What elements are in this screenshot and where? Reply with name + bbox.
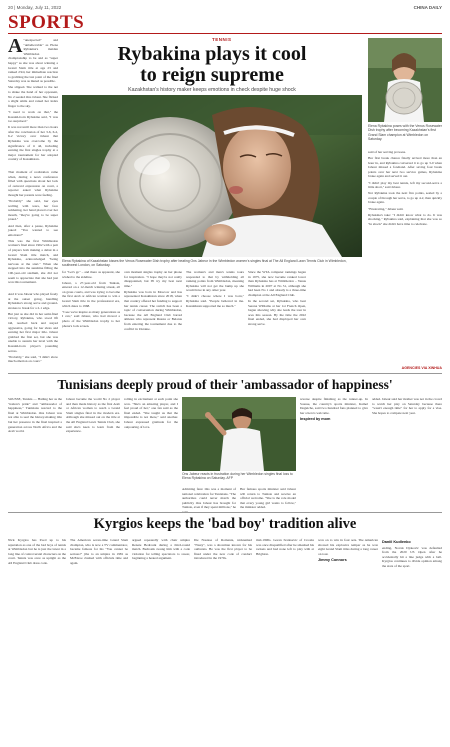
story3-subhead-2: Daniil Kudlenko: [382, 540, 411, 544]
story1-paragraph: Rybakina was born in Moscow and has represented Kazakhstan since 2018, when that country offered her funding to support her tennis career. The switch has been a topic of conversation during Wimbledon, because the All England Club barred athletes who represent Russia or Belarus from entering the tournament due to the conflict in Ukraine.: [124, 289, 182, 331]
story1-paragraph: The women's and men's tennis tours responded to that by withholding all ranking points from Wimbledon, meaning Rybakina will not get the bump up she would have in any other year.: [186, 270, 244, 293]
story3-column-7: [382, 538, 442, 738]
side-trophy-photo: [368, 38, 442, 122]
story3-column-3: argued repeatedly with chair umpire Renate Bedrosik during a third-round match. Bedrosik swung him with a code violation for telling spectators to swear, beginning a heated argument.: [132, 538, 190, 561]
drop-cap: A: [8, 35, 23, 57]
divider-2: [8, 512, 442, 513]
side-photo-caption: Elena Rybakina poses with the Venus Rosewater Dish trophy after becoming Kazakhstan's first Grand Slam champion at Wimbledon on Saturday.: [368, 124, 442, 142]
story2-column-2: Jabeur became the world No 2 player and then made history as the first Arab or African woman to reach a Grand Slam singles final in the modern era. Although she missed out on the title at the All England Lawn Tennis Club, she said she's keen to learn from the experience.: [66, 397, 120, 434]
story2-column-3: rolling in excitement at each point she won. "She's an amazing player, and I feel proud of her," one fan said as the final ended. "She taught us that the impossible is not there," said another. Jabeur expressed gratitude for the outpouring of love.: [124, 397, 178, 429]
story2-column-5: Her famous sports minister said Jabeur will return to Tunisia and receive an official welcome. "She is the role model that every young girl wants to follow," the minister added.: [240, 487, 296, 510]
story1-paragraph: "Frustrating," Jabeur said.: [368, 206, 404, 211]
main-photo: [62, 95, 362, 257]
story1-paragraph: It was not until more than two hours after the conclusion of her 3-6, 6-2, 6-2 victory over Jabeur that Rybakina was overcome by the significance of it all, including earning the first singles trophy at a major tournament for her adopted country of Kazakhstan.: [8, 125, 58, 162]
story1-column-2: [8, 170, 58, 290]
story1-paragraph: Her first break chance finally arrived more than an hour in, and Rybakina converted it to go up 3-0 when Jabeur missed a forehand. After saving four break points over her next two service games, Rybakina broke again and served it out.: [368, 156, 442, 179]
story1-paragraph: And it was Jabeur who played freely at the outset going, handling Rybakina's strong serve and ground-strokes to break for a 2-1 edge.: [8, 292, 58, 310]
story1-paragraph: Rybakina's take: "I didn't know what to do. It was shocking," Rybakina said, explaining that she was so "in shock" she didn't have time to celebrate.: [368, 212, 442, 226]
story1-byline: AGENCIES VIA XINHUA: [401, 366, 442, 370]
story1-column-7: [248, 270, 306, 370]
story2-paragraph: reverse despite finishing as the runner-up. In Sousse, the country's sports minister, Kamel Deguiche, said two hundred fans planned to give her a hero's welcome.: [300, 397, 368, 415]
story1-column-1: [8, 35, 58, 166]
story2-column-6: [300, 397, 368, 509]
story1-paragraph: Jabeur, a 27-year-old from Tunisia, entered on a 12-match winning streak, all on grass courts, and was trying to become the first Arab or African woman to win a Grand Slam title in the professional era, which dates to 1968.: [62, 280, 120, 308]
story3-paragraph: ending, Novak Djokovic was defaulted from the 2020 US Open after he accidentally hit a line judge with a ball. Kyrgios continues to divide opinion among the stars of the sport.: [382, 545, 442, 568]
story2-subhead: Inspired by mom: [300, 417, 331, 422]
story2-photo: [182, 397, 296, 471]
jabeur-photo: [182, 397, 296, 471]
story3-headline: Kyrgios keeps the 'bad boy' tradition alive: [93, 516, 357, 532]
story1-paragraph: And then, after a pause, Rybakina joked: "You wanted to see emotions?": [8, 223, 58, 237]
story1-paragraph: Since the WTA computer rankings began in 1975, she now became ranked lower than Rybakina has at Wimbledon – Venus Williams in 2007 at No 31, although she had been No 1 and already is a three-time champion at the All England Club.: [248, 270, 306, 297]
page-number-date: 20 | Monday, July 11, 2022: [8, 5, 62, 10]
story2-photo-caption: Ons Jabeur reacts in frustration during her Wimbledon singles final loss to Elena Rybakina on Saturday. AFP: [182, 472, 293, 481]
story1-paragraph: That moment of realization came when, during a news conference filled with questions about her lack of outward expression on court, a reporter asked what Rybakina thought her parents were feeling.: [8, 170, 58, 197]
story1-column-5: [124, 270, 182, 370]
story1-kicker: TENNIS: [212, 37, 232, 42]
story1-paragraph: "I need to work on that," the Kazakh-born Rybakina said, "I was too surprised.": [8, 109, 58, 124]
story1-paragraph: "I see we're inspire as many generations as I can," said Jabeur, who had moved a photo of the Wimbledon trophy to her phone's lock screen.: [62, 309, 121, 328]
story1-paragraph: "I didn't play my best tennis, left my second-serve a little short," said Jabeur.: [368, 180, 442, 190]
story3-column-1: Nick Kyrgios has lived up to his reputation as one of the bad boys of tennis at Wimbledon but he is just the latest in a long line of controversial characters on the court. Tennis was once as uptight as the All England Club dress code.: [8, 538, 66, 565]
story2-column-1: SOUSSE, Tunisia — Hailing her as the "nation's pride" and "ambassador of happiness," Tunisians reacted to the final at Wimbledon. Ons Jabeur was not able to seal the history-making title but her presence in the final inspired a generation across North Africa and the Arab world.: [8, 397, 62, 434]
story1-paragraph: said of her serving prowess.: [368, 150, 406, 154]
story2-column-4: Admiring fans: this was a moment of national celebration for Tunisians. "The authorities could never match the publicity Ons Jabeur has brought for Tunisia, even if they spent millions," he: [182, 487, 236, 510]
story1-paragraph: "Probably" she said, her eyes welling with tears, her face reddening, her hand placed over her mouth, "they're going to be super proud.": [8, 199, 58, 222]
story1-column-3: [8, 292, 58, 370]
story1-headline-line1: Rybakina plays it cool: [117, 43, 307, 65]
section-title: SPORTS: [8, 12, 85, 33]
story3-column-2: The American seven-time Grand Slam champion, who is now a TV commentator, became famous for his "You cannot be serious!" jibe to an umpire in 1981 as McEnroe clashed with officials time and again.: [70, 538, 128, 565]
story1-headline-line2: to reign supreme: [140, 64, 284, 86]
main-photo-caption: Elena Rybakina of Kazakhstan kisses the Venus Rosewater Dish trophy after beating Ons Jabeur in the Wimbledon women's singles final at The All England Lawn Tennis Club in Wimbledon, southwest London, on Saturday.: [62, 259, 347, 268]
story1-paragraph: "unexpected" and "unbelievable" as Elena Rybakina's maiden Wimbledon championship to be and as "super happy" as she was about winning a Grand Slam title at age 23 and ranked 23rd, her immediate reaction to grabbing the last point of the final Saturday was as muted as possible.: [8, 38, 58, 84]
story3-paragraph: mid-1990s. Goran Ivanisevic of Croatia was once disqualified after he smashed his rackets and had none left to play with at Brighton.: [256, 538, 314, 556]
story2-column-7: added. Jabeur said her mother was not in the crowd to watch her play on Saturday because there "wasn't enough time" for her to apply for a visa. She hopes to compete next year.: [372, 397, 442, 415]
story1-deck: Kazakhstan's history maker keeps emotions in check despite huge shock: [128, 87, 296, 93]
story1-paragraph: She slipped. She walked to the net to shake the hand of her opponent, No 2 seeded Ons Jabeur. She flicked a slight smile and raised her index finger to the sky.: [8, 85, 58, 108]
story3-column-6: [318, 538, 378, 738]
story1-paragraph: Not Rybakina took the next five points, sealed by a couple of through her serve, to go up 4-2, then quickly broke again.: [368, 191, 443, 205]
story3-column-5: [256, 538, 314, 738]
story1-column-4: [62, 270, 120, 370]
paper-name: CHINA DAILY: [413, 5, 442, 10]
story1-paragraph: "I didn't choose where I was born," Rybakina said. "People believed in me. Kazakhstan supported me so much.": [186, 294, 244, 308]
side-photo: [368, 38, 442, 122]
story2-headline: Tunisians deeply proud of their 'ambassador of happiness': [57, 377, 393, 392]
rybakina-trophy-photo: [62, 95, 362, 257]
story1-paragraph: own moment singles trophy on her phone for inspiration. "I hope they're not really disappointed, but I'll try my best next time.": [124, 270, 182, 288]
story1-paragraph: In the second set, Rybakina, who beat Serena Williams at her 1st French Open, began showing why she leads the tour in aces this season. By the time the 2022 final ended, she had displayed her own strong serve.: [248, 299, 306, 327]
story3-column-4: Ilie Nastase of Romania, nicknamed "Nasty", was a showman known for his outbursts. He was the first player to be fined under the new code of conduct introduced in the 1970s.: [194, 538, 252, 561]
story1-paragraph: for "Let's go" – and there as apparent, she wished to the sideline.: [62, 270, 120, 279]
divider-1: [8, 373, 442, 374]
story3-paragraph: won on to win in four sets. The American showed his explosive temper as he won eight Grand Slam titles during a long career on tour.: [318, 538, 378, 556]
story1-paragraph: This was the first Wimbledon women's final since 1962 with a pair of players both making a debut in a Grand Slam title match, and Rybakina, acknowledged "being nervous at the start." When she stepped into the sunshine filling the 100-year-old stadium, she did not seem to appreciate that she had just won this tournament.: [8, 238, 58, 285]
section-rule: [8, 33, 442, 34]
story3-subhead-1: Jimmy Connors: [318, 558, 347, 563]
story1-paragraph: "Probably," she said, "I didn't show much emotion on court.": [8, 354, 58, 364]
story1-column-8: [368, 150, 442, 366]
story1-paragraph: But just as she did in her semi-final victory, Rybakina, who stood 6ft tall, reached back and stayed aggressive, going for her shots and earning her first major title. Jabeur grabbed the first set, but she was unable to sustain her level with the Kazakh-born player's pounding serves.: [8, 311, 58, 353]
story1-column-6: [186, 270, 244, 370]
